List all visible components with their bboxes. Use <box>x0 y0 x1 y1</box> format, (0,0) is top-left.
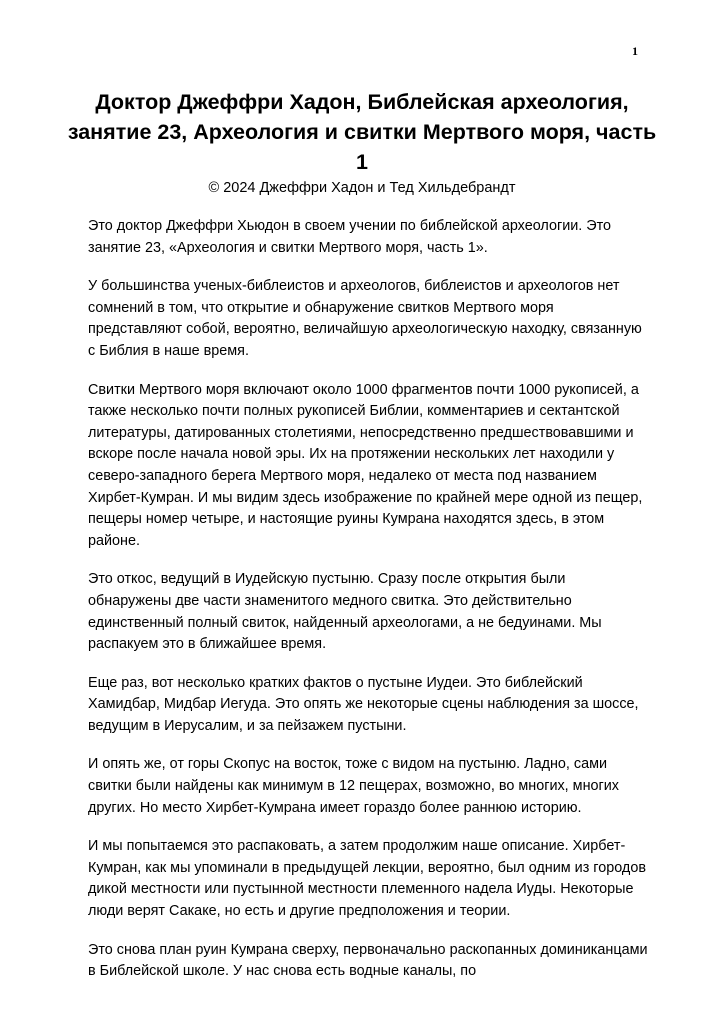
document-body <box>88 216 648 1000</box>
paragraph-6: И опять же, от горы Скопус на восток, тоже с видом на пустыню. Ладно, сами свитки были найдены как минимум в 12 пещерах, возможно, во многих, многих других. Но место Хирбет-Кумрана имеет гораздо более раннюю историю. <box>88 756 619 816</box>
copyright-line: © 2024 Джеффри Хадон и Тед Хильдебрандт <box>208 180 516 196</box>
paragraph-5: Еще раз, вот несколько кратких фактов о пустыне Иудеи. Это библейский Хамидбар, Мидбар Иегуда. Это опять же некоторые сцены наблюдения за шоссе, ведущим в Иерусалим, и за пейзажем пустыни. <box>88 674 639 734</box>
paragraph-4: Это откос, ведущий в Иудейскую пустыню. Сразу после открытия были обнаружены две части знаменитого медного свитка. Это действительно единственный полный свиток, найденный археологами, а не бедуинами. Мы распакуем это в ближайшее время. <box>88 571 602 653</box>
document-title: Доктор Джеффри Хадон, Библейская археология, занятие 23, Археология и свитки Мертвого моря, часть 1 <box>67 90 657 174</box>
page-number: 1 <box>632 44 638 58</box>
paragraph-1: Это доктор Джеффри Хьюдон в своем учении по библейской археологии. Это занятие 23, «Археология и свитки Мертвого моря, часть 1». <box>88 218 612 256</box>
paragraph-3: Свитки Мертвого моря включают около 1000 фрагментов почти 1000 рукописей, а также несколько почти полных рукописей Библии, комментариев и сектантской литературы, датированных столетиями, непосредственно предшествовавшими и вскоре после начала новой эры. Их на протяжении нескольких лет находили у северо-западного берега Мертвого моря, недалеко от места под названием Хирбет-Кумран. И мы видим здесь изображение по крайней мере одной из пещер, пещеры номер четыре, и настоящие руины Кумрана находятся здесь, в этом районе. <box>88 381 643 549</box>
paragraph-8: Это снова план руин Кумрана сверху, первоначально раскопанных доминиканцами в Библейской школе. У нас снова есть водные каналы, по <box>88 941 648 980</box>
paragraph-2: У большинства ученых-библеистов и археологов, библеистов и археологов нет сомнений в том, что открытие и обнаружение свитков Мертвого моря представляют собой, вероятно, величайшую археологическую находку, связанную с Библия в наше время. <box>88 278 642 359</box>
paragraph-7: И мы попытаемся это распаковать, а затем продолжим наше описание. Хирбет-Кумран, как мы упоминали в предыдущей лекции, вероятно, был одним из городов дикой местности или пустынной местности племенного надела Иуды. Некоторые люди верят Сакаке, но есть и другие предположения и теории. <box>88 838 646 920</box>
